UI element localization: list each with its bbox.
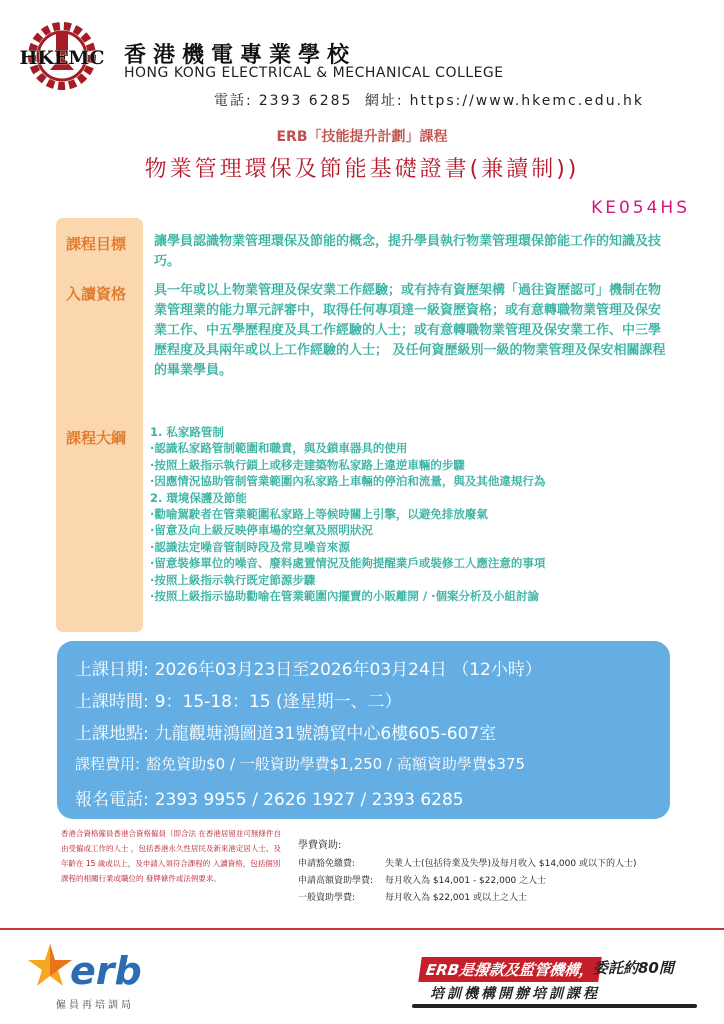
footer-divider <box>0 928 724 930</box>
objective-label: 課程目標 <box>66 235 127 253</box>
fee-value: 豁免資助$0 / 一般資助學費$1,250 / 高額資助學費$375 <box>146 755 525 773</box>
outline-item: ·按照上級指示執行既定節源步驟 <box>150 572 316 587</box>
erb-logo-text: erb <box>70 949 142 993</box>
fee-subsidy-row <box>298 873 546 886</box>
erb-logo <box>28 940 178 995</box>
outline-label: 課程大綱 <box>66 429 127 447</box>
venue-label: 上課地點: <box>75 724 149 744</box>
fee-subsidy-row <box>298 856 636 869</box>
program-name: ERB「技能提升計劃」課程 <box>276 129 448 145</box>
class-time-value: 9：15-18：15 (逢星期一、二） <box>154 692 402 712</box>
outline-item: ·認識私家路管制範圍和職責，與及鎖車器具的使用 <box>150 441 408 456</box>
phone-label: 電話: <box>214 93 253 109</box>
section-label-bar <box>56 218 143 632</box>
course-title: 物業管理環保及節能基礎證書(兼讀制)) <box>144 157 580 182</box>
outline-item: ·因應情況協助管制管業範圍內私家路上車輛的停泊和流量，與及其他違規行為 <box>150 474 546 489</box>
fee-subsidy-desc: 失業人士(包括待業及失學)及每月收入 $14,000 或以下的人士) <box>385 859 637 869</box>
star-icon <box>28 944 72 986</box>
logo-text: HKEMC <box>19 47 105 69</box>
outline-list <box>150 424 690 604</box>
banner-underline <box>412 1004 697 1008</box>
erb-banner-text: 委託約80間 <box>593 959 674 977</box>
erb-name: 僱員再培訓局 <box>56 1000 134 1011</box>
class-time-row <box>75 687 402 712</box>
fee-subsidy-desc: 每月收入為 $14,001 - $22,000 之人士 <box>385 876 547 886</box>
erb-banner-highlight: ERB是撥款及監管機構， <box>418 957 602 982</box>
outline-item: ·勸喻駕駛者在管業範圍私家路上等候時關上引擎，以避免排放廢氣 <box>150 507 488 522</box>
outline-item: ·認識法定噪音管制時段及常見噪音來源 <box>150 539 350 554</box>
course-code: KE054HS <box>591 198 690 218</box>
contact-line <box>214 90 650 110</box>
phone-number: 2393 6285 <box>258 93 353 109</box>
outline-item: ·留意裝修單位的噪音、廢料處置情況及能夠提醒業戶或裝修工人應注意的事項 <box>150 556 546 571</box>
erb-banner-line2: 培訓機構開辦培訓課程 <box>430 986 600 1002</box>
eligibility-note: 香港合資格僱員香港合資格僱員（即合法 在香港居留並可無條件自由受僱或工作的人士 ，包括香港永久性居民及新來港定居人士、及 年齡在 15 歲或以上，及申請入須符合課程的 入讀資格，包括個別課程的相關行業或職位的 發牌條件或法例要求。 <box>61 829 281 883</box>
fee-subsidy-name: 申請豁免繳費: <box>298 859 356 869</box>
outline-item: 1. 私家路管制 <box>150 425 224 439</box>
venue-value: 九龍觀塘鴻圖道31號鴻貿中心6樓605-607室 <box>154 724 497 744</box>
outline-item: 2. 環境保護及節能 <box>150 490 247 505</box>
outline-item: ·按照上級指示執行鎖上或移走建築物私家路上違逆車輛的步驟 <box>150 457 465 472</box>
fee-row <box>75 753 525 774</box>
enquiry-label: 報名電話: <box>75 790 149 810</box>
outline-item: ·按照上級指示協助勸喻在管業範圍內擺賣的小販離開 / ·個案分析及小組討論 <box>150 589 539 604</box>
college-logo <box>12 18 122 104</box>
objective-text: 讓學員認識物業管理環保及節能的概念，提升學員執行物業管理環保節能工作的知識及技巧。 <box>154 234 662 269</box>
venue-row <box>75 719 496 744</box>
fee-label: 課程費用: <box>75 755 141 773</box>
class-date-row <box>75 655 542 680</box>
course-info-box <box>57 641 670 819</box>
fee-subsidy-row <box>298 890 527 903</box>
outline-item: ·留意及向上級反映停車場的空氣及照明狀況 <box>150 523 373 538</box>
fee-subsidy-desc: 每月收入為 $22,001 或以上之人士 <box>385 893 527 903</box>
class-date-value: 2026年03月23日至2026年03月24日 （12小時） <box>154 660 542 680</box>
college-name-en: HONG KONG ELECTRICAL & MECHANICAL COLLEGE <box>124 65 504 81</box>
fee-subsidy-name: 申請高額資助學費: <box>298 876 374 886</box>
fee-subsidy-title: 學費資助: <box>298 840 342 851</box>
website-label: 網址: <box>364 93 404 109</box>
enquiry-row <box>75 785 464 810</box>
entry-requirement-label: 入讀資格 <box>66 285 127 303</box>
class-date-label: 上課日期: <box>75 660 149 680</box>
college-name-cn: 香港機電專業學校 <box>124 42 357 68</box>
enquiry-phones[interactable]: 2393 9955 / 2626 1927 / 2393 6285 <box>154 790 464 810</box>
entry-requirement-text: 具一年或以上物業管理及保安業工作經驗；或有持有資歷架構「過往資歷認可」機制在物業管理業的能力單元評審中，取得任何專項達一級資歷資格；或有意轉職物業管理及保安業工作、中五學歷程度及具工作經驗的人士；或有意轉職物業管理及保安業工作、中三學歷程度及具兩年或以上工作經驗的人士； 及任何資歷級別一級的物業管理及保安相關課程的畢業學員。 <box>154 283 666 378</box>
website-link[interactable]: https://www.hkemc.edu.hk <box>409 93 644 109</box>
fee-subsidy-name: 一般資助學費: <box>298 893 356 903</box>
class-time-label: 上課時間: <box>75 692 149 712</box>
